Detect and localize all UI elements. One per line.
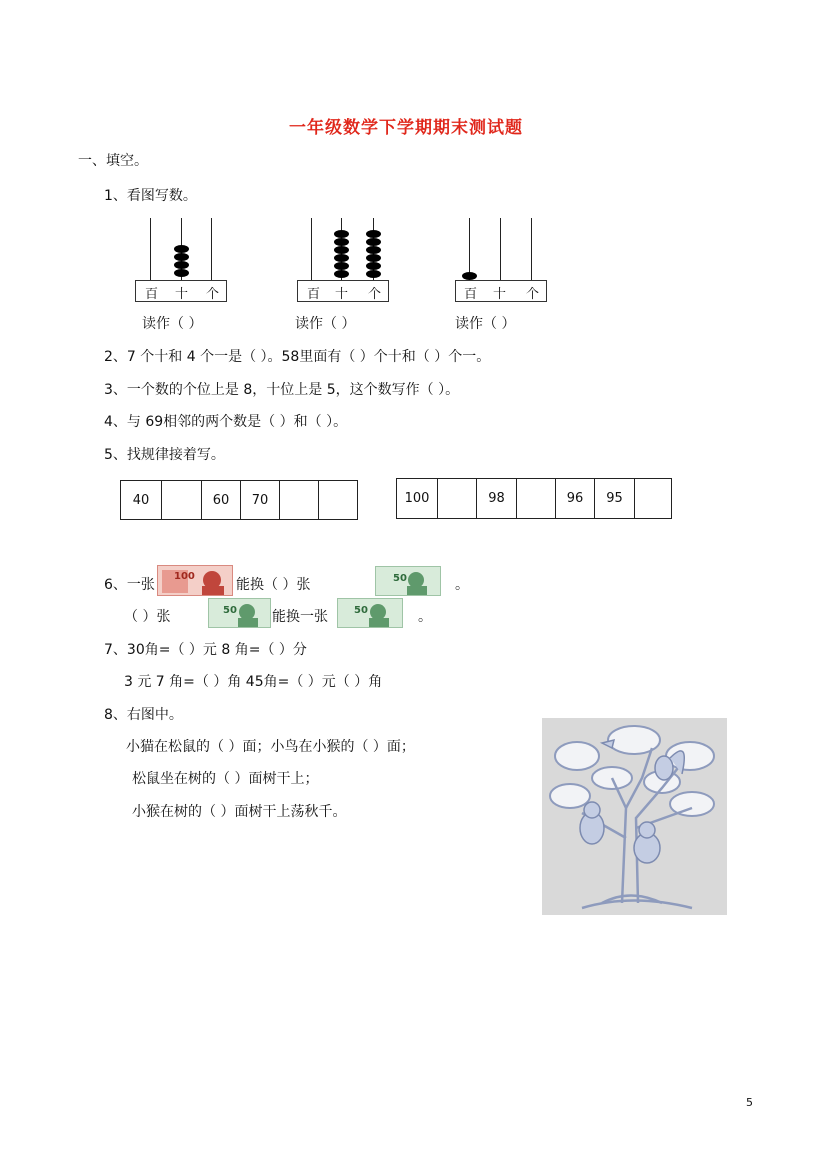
- page-title: 一年级数学下学期期末测试题: [289, 118, 523, 138]
- abacus-bead: [334, 238, 349, 246]
- section-heading: 一、填空。: [78, 153, 148, 169]
- sequence-cell: 100: [404, 491, 430, 506]
- abacus-3: [455, 218, 547, 302]
- sequence-cell: [437, 479, 476, 518]
- question-1: 1、看图写数。: [104, 188, 197, 204]
- banknote-100-value: 100: [174, 571, 195, 582]
- abacus-bead: [334, 246, 349, 254]
- abacus-bead: [366, 270, 381, 278]
- label-ones: 个: [368, 287, 382, 302]
- abacus-frame: [135, 280, 227, 302]
- label-ones: 个: [206, 287, 220, 302]
- question-8: 8、右图中。: [104, 707, 183, 723]
- label-ones: 个: [526, 287, 540, 302]
- question-4: 4、与 69相邻的两个数是（ ）和（ ）。: [104, 414, 348, 430]
- label-hundreds: 百: [464, 287, 478, 302]
- question-6-start: 6、一张: [104, 577, 155, 593]
- question-6-line2-middle: 能换一张: [272, 609, 328, 625]
- banknote-100-image: [157, 565, 233, 596]
- sequence-cell: 70: [240, 481, 279, 519]
- abacus-bead: [174, 269, 189, 277]
- abacus-1: [135, 218, 227, 302]
- abacus-bead: [174, 261, 189, 269]
- tree-animals-picture: [542, 718, 727, 915]
- abacus-bead: [366, 246, 381, 254]
- abacus-bead: [366, 238, 381, 246]
- question-8-line3: 小猴在树的（ ）面树干上荡秋千。: [132, 804, 347, 820]
- question-5: 5、找规律接着写。: [104, 447, 225, 463]
- abacus-bead: [334, 262, 349, 270]
- abacus-bead: [334, 270, 349, 278]
- label-tens: 十: [335, 287, 349, 302]
- read-as-1: 读作（ ）: [142, 316, 203, 332]
- abacus-rod: [531, 218, 532, 280]
- banknote-50-value: 50: [354, 605, 368, 616]
- label-hundreds: 百: [145, 287, 159, 302]
- label-tens: 十: [493, 287, 507, 302]
- sequence-cell: 98: [476, 479, 516, 518]
- abacus-bead: [334, 254, 349, 262]
- abacus-bead: [174, 245, 189, 253]
- abacus-frame: [297, 280, 389, 302]
- sequence-table-2: [396, 478, 672, 519]
- page-number: 5: [746, 1096, 753, 1109]
- abacus-2: [297, 218, 389, 302]
- banknote-50-image: [375, 566, 441, 596]
- abacus-rod: [500, 218, 501, 280]
- question-8-line1: 小猫在松鼠的（ ）面；小鸟在小猴的（ ）面；: [126, 739, 415, 755]
- abacus-rod: [469, 218, 470, 280]
- read-as-2: 读作（ ）: [295, 316, 356, 332]
- banknote-50-image: [208, 598, 271, 628]
- question-7-line1: 7、30角=（ ）元 8 角=（ ）分: [104, 642, 307, 658]
- sequence-cell: [634, 479, 672, 518]
- abacus-bead: [462, 272, 477, 280]
- abacus-frame: [455, 280, 547, 302]
- read-as-3: 读作（ ）: [455, 316, 516, 332]
- abacus-rod: [211, 218, 212, 280]
- banknote-50-value: 50: [393, 573, 407, 584]
- sequence-cell: [161, 481, 201, 519]
- question-2: 2、7 个十和 4 个一是（ ）。58里面有（ ）个十和（ ）个一。: [104, 349, 491, 365]
- abacus-rod: [311, 218, 312, 280]
- sequence-cell: [516, 479, 555, 518]
- sequence-cell: 60: [201, 481, 240, 519]
- sequence-cell: [318, 481, 358, 519]
- sequence-cell: 40: [132, 492, 150, 508]
- label-tens: 十: [175, 287, 189, 302]
- sequence-cell: [279, 481, 318, 519]
- banknote-50-value: 50: [223, 605, 237, 616]
- abacus-bead: [174, 253, 189, 261]
- question-6-line2-start: （ ）张: [124, 609, 171, 625]
- question-6-line2-end: 。: [418, 609, 432, 625]
- abacus-bead: [366, 262, 381, 270]
- question-7-line2: 3 元 7 角=（ ）角 45角=（ ）元（ ）角: [124, 674, 383, 690]
- abacus-bead: [366, 254, 381, 262]
- question-3: 3、一个数的个位上是 8，十位上是 5，这个数写作（ ）。: [104, 382, 460, 398]
- sequence-cell: 96: [555, 479, 594, 518]
- question-6-end: 。: [455, 577, 469, 593]
- label-hundreds: 百: [307, 287, 321, 302]
- question-8-line2: 松鼠坐在树的（ ）面树干上；: [132, 771, 319, 787]
- sequence-cell: 95: [594, 479, 634, 518]
- abacus-rod: [150, 218, 151, 280]
- banknote-50-image: [337, 598, 403, 628]
- question-6-middle: 能换（ ）张: [236, 577, 311, 593]
- abacus-bead: [366, 230, 381, 238]
- sequence-table-1: [120, 480, 358, 520]
- abacus-bead: [334, 230, 349, 238]
